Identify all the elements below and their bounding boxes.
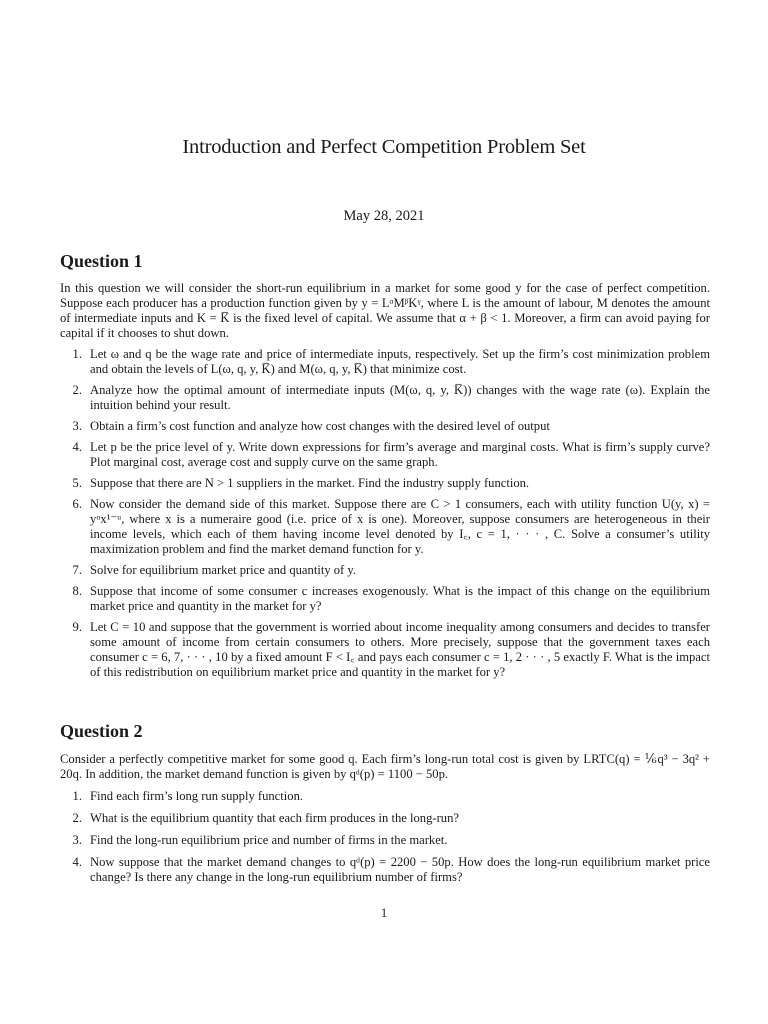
page-number: 1 (380, 906, 388, 920)
question-2-heading: Question 2 (60, 721, 143, 741)
list-item: 4. Now suppose that the market demand changes to qᵈ(p) = 2200 − 50p. How does the long-run equilibrium market price change? Is there any change in the long-run equilibrium number of firms? (72, 855, 710, 884)
page-title: Introduction and Perfect Competition Problem Set (182, 136, 586, 158)
list-item: 1. Let ω and q be the wage rate and price of intermediate inputs, respectively. Set up the firm’s cost minimization problem and obtain the levels of L(ω, q, y, K̅) and M(ω, q, y, K̅) that minimize cost. (72, 347, 710, 376)
list-item: 5. Suppose that there are N > 1 suppliers in the market. Find the industry supply function. (72, 476, 530, 490)
list-item: 3. Obtain a firm’s cost function and analyze how cost changes with the desired level of output (72, 419, 550, 433)
list-item: 4. Let p be the price level of y. Write down expressions for firm’s average and marginal costs. What is firm’s supply curve? Plot marginal cost, average cost and supply curve on the same graph. (72, 440, 710, 469)
question-2-list (60, 789, 710, 885)
question-1-intro: In this question we will consider the short-run equilibrium in a market for some good y for the case of perfect competition. Suppose each producer has a production function given by y = LᵅMᵝKᵞ, where L is the amount of labour, M denotes the amount of intermediate inputs and K = K̅ is the fixed level of capital. We assume that α + β < 1. Moreover, a firm can avoid paying for capital if it chooses to shut down. (60, 281, 710, 340)
question-1-list (60, 347, 710, 680)
question-2-intro: Consider a perfectly competitive market for some good q. Each firm’s long-run total cost is given by LRTC(q) = ⅙q³ − 3q² + 20q. In addition, the market demand function is given by qᵈ(p) = 1100 − 50p. (60, 752, 710, 781)
list-item: 3. Find the long-run equilibrium price and number of firms in the market. (72, 833, 448, 847)
question-1-heading: Question 1 (60, 251, 143, 271)
list-item: 2. Analyze how the optimal amount of intermediate inputs (M(ω, q, y, K̅)) changes with the wage rate (ω). Explain the intuition behind your result. (72, 383, 710, 412)
list-item: 2. What is the equilibrium quantity that each firm produces in the long-run? (72, 811, 459, 825)
document-date: May 28, 2021 (343, 208, 425, 224)
list-item: 8. Suppose that income of some consumer c increases exogenously. What is the impact of this change on the equilibrium market price and quantity in the market for y? (72, 584, 710, 613)
list-item: 6. Now consider the demand side of this market. Suppose there are C > 1 consumers, each with utility function U(y, x) = yᵘx¹⁻ᵘ, where x is a numeraire good (i.e. price of x is one). Moreover, suppose consumers are heterogeneous in their income levels, which each of them having income level denoted by I꜀, c = 1, · · · , C. Solve a consumer’s utility maximization problem and find the market demand function for y. (72, 497, 710, 556)
list-item: 9. Let C = 10 and suppose that the government is worried about income inequality among consumers and decides to transfer some amount of income from certain consumers to others. More precisely, suppose that the government taxes each consumer c = 6, 7, · · · , 10 by a fixed amount F < I꜀ and pays each consumer c = 1, 2 · · · , 5 exactly F. What is the impact of this redistribution on equilibrium market price and quantity in the market for y? (72, 620, 710, 679)
list-item: 7. Solve for equilibrium market price and quantity of y. (72, 563, 357, 577)
list-item: 1. Find each firm’s long run supply function. (72, 789, 304, 803)
